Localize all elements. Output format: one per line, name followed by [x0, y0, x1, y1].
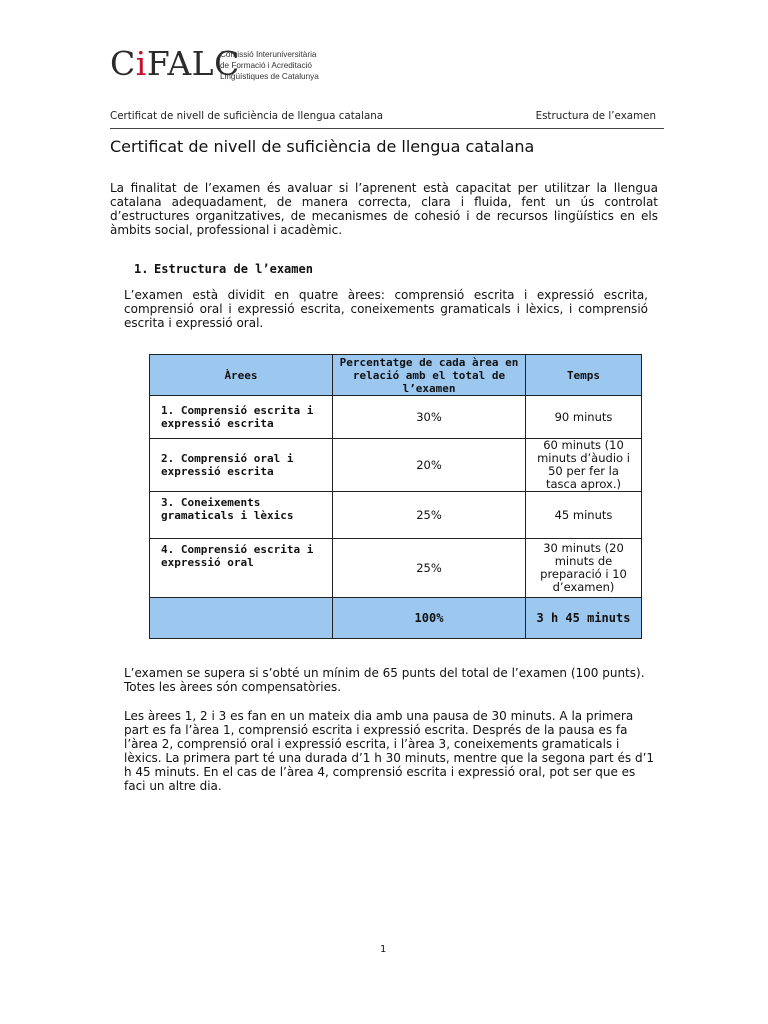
time-cell: 60 minuts (10 minuts d’àudio i 50 per fer la tasca aprox.): [526, 439, 642, 492]
percent-cell: 30%: [333, 396, 526, 439]
table-total-row: [150, 598, 642, 639]
logo-tagline-line: Lingüístiques de Catalunya: [220, 72, 319, 81]
header-time: Temps: [526, 355, 642, 396]
time-cell: 30 minuts (20 minuts de preparació i 10 d’examen): [526, 539, 642, 598]
total-percent-cell: 100%: [333, 598, 526, 639]
section-heading: [134, 261, 313, 277]
logo-mark-prefix: C: [110, 44, 136, 83]
section-heading-text: Estructura de l’examen: [154, 262, 313, 276]
time-cell: 90 minuts: [526, 396, 642, 439]
logo-tagline-line: Comissió Interuniversitària: [220, 50, 317, 59]
logo-mark-suffix: FALC: [146, 44, 240, 83]
running-header-right: Estructura de l’examen: [535, 110, 656, 122]
table-row: [150, 492, 642, 539]
section-number: 1.: [134, 262, 149, 276]
percent-cell: 25%: [333, 492, 526, 539]
logo-mark-accent-i: i: [135, 44, 147, 83]
table-header-row: [150, 355, 642, 396]
area-cell: 4. Comprensió escrita i expressió oral: [150, 539, 333, 598]
header-percent: Percentatge de cada àrea en relació amb el total de l’examen: [333, 355, 526, 396]
percent-cell: 20%: [333, 439, 526, 492]
section-paragraph: L’examen està dividit en quatre àrees: comprensió escrita i expressió escrita, comprensió oral i expressió escrita, coneixements gramaticals i lèxics, i comprensió escrita i expressió oral.: [124, 288, 648, 330]
time-cell: 45 minuts: [526, 492, 642, 539]
intro-paragraph: La finalitat de l’examen és avaluar si l’aprenent està capacitat per utilitzar la llengua catalana adequadament, de manera correcta, clara i fluida, fent un ús controlat d’estructures organitzatives, de mecanismes de cohesió i de recursos lingüístics en els àmbits social, professional i acadèmic.: [110, 181, 658, 237]
total-area-cell: [150, 598, 333, 639]
table-row: [150, 539, 642, 598]
header-rule: [110, 128, 664, 129]
area-cell: 2. Comprensió oral i expressió escrita: [150, 439, 333, 492]
table-row: [150, 396, 642, 439]
document-title: Certificat de nivell de suficiència de llengua catalana: [110, 137, 535, 156]
table-row: [150, 439, 642, 492]
logo-tagline: [220, 49, 319, 82]
pass-paragraph: L’examen se supera si s’obté un mínim de 65 punts del total de l’examen (100 punts). Totes les àrees són compensatòries.: [124, 666, 645, 694]
header-areas: Àrees: [150, 355, 333, 396]
running-header-left: Certificat de nivell de suficiència de llengua catalana: [110, 110, 384, 122]
page-number: 1: [380, 944, 387, 955]
percent-cell: 25%: [333, 539, 526, 598]
schedule-paragraph: Les àrees 1, 2 i 3 es fan en un mateix dia amb una pausa de 30 minuts. A la primera part es fa l’àrea 1, comprensió escrita i expressió escrita. Després de la pausa es fa l’àrea 2, comprensió oral i expressió escrita, i l’àrea 3, coneixements gramaticals i lèxics. La primera part té una durada d’1 h 30 minuts, mentre que la segona part és d’1 h 45 minuts. En el cas de l’àrea 4, comprensió escrita i expressió oral, pot ser que es faci un altre dia.: [124, 709, 655, 793]
area-cell: 3. Coneixements gramaticals i lèxics: [150, 492, 333, 539]
logo-tagline-line: de Formació i Acreditació: [220, 61, 312, 70]
total-time-cell: 3 h 45 minuts: [526, 598, 642, 639]
exam-structure-table: [149, 354, 642, 639]
area-cell: 1. Comprensió escrita i expressió escrita: [150, 396, 333, 439]
